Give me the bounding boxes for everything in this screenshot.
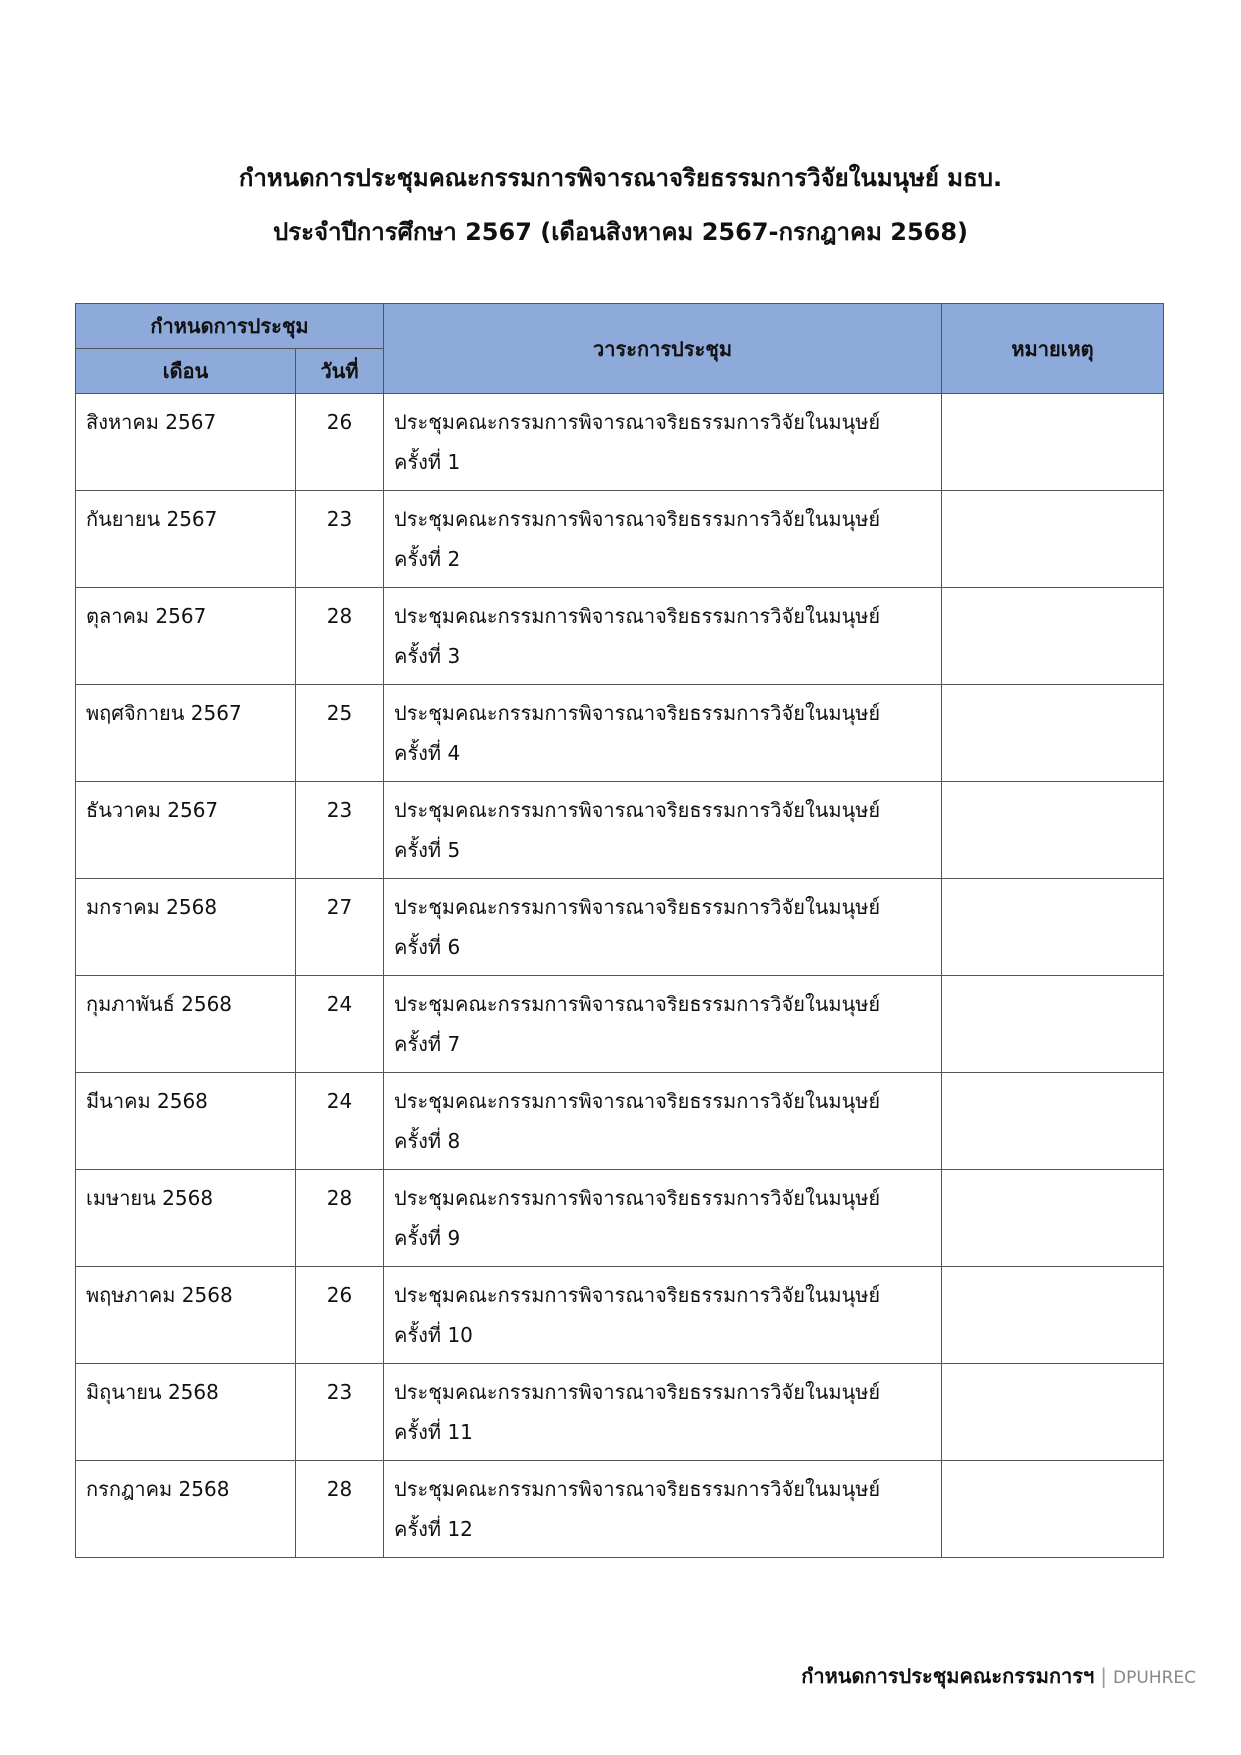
table-row xyxy=(76,1461,1164,1558)
cell-month: สิงหาคม 2567 xyxy=(76,394,296,491)
cell-day: 26 xyxy=(296,394,384,491)
cell-month: กรกฎาคม 2568 xyxy=(76,1461,296,1558)
cell-agenda xyxy=(384,1461,942,1558)
agenda-session: ครั้งที่ 1 xyxy=(394,450,461,474)
table-row xyxy=(76,1364,1164,1461)
footer-title: กำหนดการประชุมคณะกรรมการฯ xyxy=(801,1664,1095,1688)
cell-agenda xyxy=(384,394,942,491)
cell-day: 28 xyxy=(296,1461,384,1558)
agenda-line: ประชุมคณะกรรมการพิจารณาจริยธรรมการวิจัยในมนุษย์ xyxy=(394,798,881,822)
agenda-session: ครั้งที่ 2 xyxy=(394,547,461,571)
table-row xyxy=(76,782,1164,879)
header-note: หมายเหตุ xyxy=(942,304,1164,394)
cell-agenda xyxy=(384,782,942,879)
cell-month: มีนาคม 2568 xyxy=(76,1073,296,1170)
document-subtitle: ประจำปีการศึกษา 2567 (เดือนสิงหาคม 2567-กรกฎาคม 2568) xyxy=(272,218,969,246)
cell-month: พฤศจิกายน 2567 xyxy=(76,685,296,782)
agenda-session: ครั้งที่ 3 xyxy=(394,644,461,668)
agenda-session: ครั้งที่ 10 xyxy=(394,1323,473,1347)
agenda-session: ครั้งที่ 11 xyxy=(394,1420,473,1444)
cell-note xyxy=(942,782,1164,879)
agenda-session: ครั้งที่ 9 xyxy=(394,1226,461,1250)
cell-note xyxy=(942,1170,1164,1267)
cell-month: ตุลาคม 2567 xyxy=(76,588,296,685)
cell-day: 25 xyxy=(296,685,384,782)
agenda-line: ประชุมคณะกรรมการพิจารณาจริยธรรมการวิจัยในมนุษย์ xyxy=(394,1089,881,1113)
cell-month: กันยายน 2567 xyxy=(76,491,296,588)
agenda-session: ครั้งที่ 8 xyxy=(394,1129,461,1153)
table-row xyxy=(76,588,1164,685)
table-row xyxy=(76,1073,1164,1170)
cell-month: พฤษภาคม 2568 xyxy=(76,1267,296,1364)
table-row xyxy=(76,394,1164,491)
cell-note xyxy=(942,1267,1164,1364)
cell-note xyxy=(942,879,1164,976)
cell-agenda xyxy=(384,588,942,685)
cell-agenda xyxy=(384,879,942,976)
table-row xyxy=(76,1170,1164,1267)
agenda-session: ครั้งที่ 5 xyxy=(394,838,461,862)
agenda-line: ประชุมคณะกรรมการพิจารณาจริยธรรมการวิจัยในมนุษย์ xyxy=(394,701,881,725)
cell-note xyxy=(942,976,1164,1073)
cell-note xyxy=(942,685,1164,782)
footer-separator: | xyxy=(1100,1664,1107,1688)
document-title: กำหนดการประชุมคณะกรรมการพิจารณาจริยธรรมการวิจัยในมนุษย์ มธบ. xyxy=(238,164,1003,192)
cell-note xyxy=(942,394,1164,491)
agenda-line: ประชุมคณะกรรมการพิจารณาจริยธรรมการวิจัยในมนุษย์ xyxy=(394,1477,881,1501)
cell-month: มกราคม 2568 xyxy=(76,879,296,976)
agenda-line: ประชุมคณะกรรมการพิจารณาจริยธรรมการวิจัยในมนุษย์ xyxy=(394,895,881,919)
agenda-line: ประชุมคณะกรรมการพิจารณาจริยธรรมการวิจัยในมนุษย์ xyxy=(394,507,881,531)
cell-day: 24 xyxy=(296,976,384,1073)
cell-day: 23 xyxy=(296,782,384,879)
table-row xyxy=(76,1267,1164,1364)
agenda-session: ครั้งที่ 7 xyxy=(394,1032,461,1056)
agenda-line: ประชุมคณะกรรมการพิจารณาจริยธรรมการวิจัยในมนุษย์ xyxy=(394,604,881,628)
cell-agenda xyxy=(384,1267,942,1364)
cell-agenda xyxy=(384,976,942,1073)
header-month: เดือน xyxy=(76,349,296,394)
agenda-line: ประชุมคณะกรรมการพิจารณาจริยธรรมการวิจัยในมนุษย์ xyxy=(394,1186,881,1210)
cell-month: มิถุนายน 2568 xyxy=(76,1364,296,1461)
cell-day: 28 xyxy=(296,1170,384,1267)
header-day: วันที่ xyxy=(296,349,384,394)
cell-day: 27 xyxy=(296,879,384,976)
table-row xyxy=(76,879,1164,976)
cell-note xyxy=(942,1364,1164,1461)
table-row xyxy=(76,491,1164,588)
meeting-schedule-table xyxy=(75,303,1164,1558)
page-footer xyxy=(801,1660,1196,1692)
agenda-line: ประชุมคณะกรรมการพิจารณาจริยธรรมการวิจัยในมนุษย์ xyxy=(394,1380,881,1404)
agenda-session: ครั้งที่ 12 xyxy=(394,1517,473,1541)
cell-day: 28 xyxy=(296,588,384,685)
header-schedule-group: กำหนดการประชุม xyxy=(76,304,384,349)
table-row xyxy=(76,685,1164,782)
cell-agenda xyxy=(384,491,942,588)
header-agenda: วาระการประชุม xyxy=(384,304,942,394)
cell-day: 23 xyxy=(296,491,384,588)
cell-agenda xyxy=(384,685,942,782)
cell-note xyxy=(942,1461,1164,1558)
cell-day: 23 xyxy=(296,1364,384,1461)
cell-note xyxy=(942,491,1164,588)
cell-day: 24 xyxy=(296,1073,384,1170)
footer-code: DPUHREC xyxy=(1113,1668,1196,1688)
cell-note xyxy=(942,1073,1164,1170)
agenda-line: ประชุมคณะกรรมการพิจารณาจริยธรรมการวิจัยในมนุษย์ xyxy=(394,1283,881,1307)
cell-day: 26 xyxy=(296,1267,384,1364)
cell-agenda xyxy=(384,1170,942,1267)
cell-month: กุมภาพันธ์ 2568 xyxy=(76,976,296,1073)
cell-agenda xyxy=(384,1073,942,1170)
table-row xyxy=(76,976,1164,1073)
agenda-session: ครั้งที่ 4 xyxy=(394,741,461,765)
cell-month: เมษายน 2568 xyxy=(76,1170,296,1267)
agenda-line: ประชุมคณะกรรมการพิจารณาจริยธรรมการวิจัยในมนุษย์ xyxy=(394,992,881,1016)
cell-agenda xyxy=(384,1364,942,1461)
agenda-line: ประชุมคณะกรรมการพิจารณาจริยธรรมการวิจัยในมนุษย์ xyxy=(394,410,881,434)
cell-month: ธันวาคม 2567 xyxy=(76,782,296,879)
agenda-session: ครั้งที่ 6 xyxy=(394,935,461,959)
cell-note xyxy=(942,588,1164,685)
